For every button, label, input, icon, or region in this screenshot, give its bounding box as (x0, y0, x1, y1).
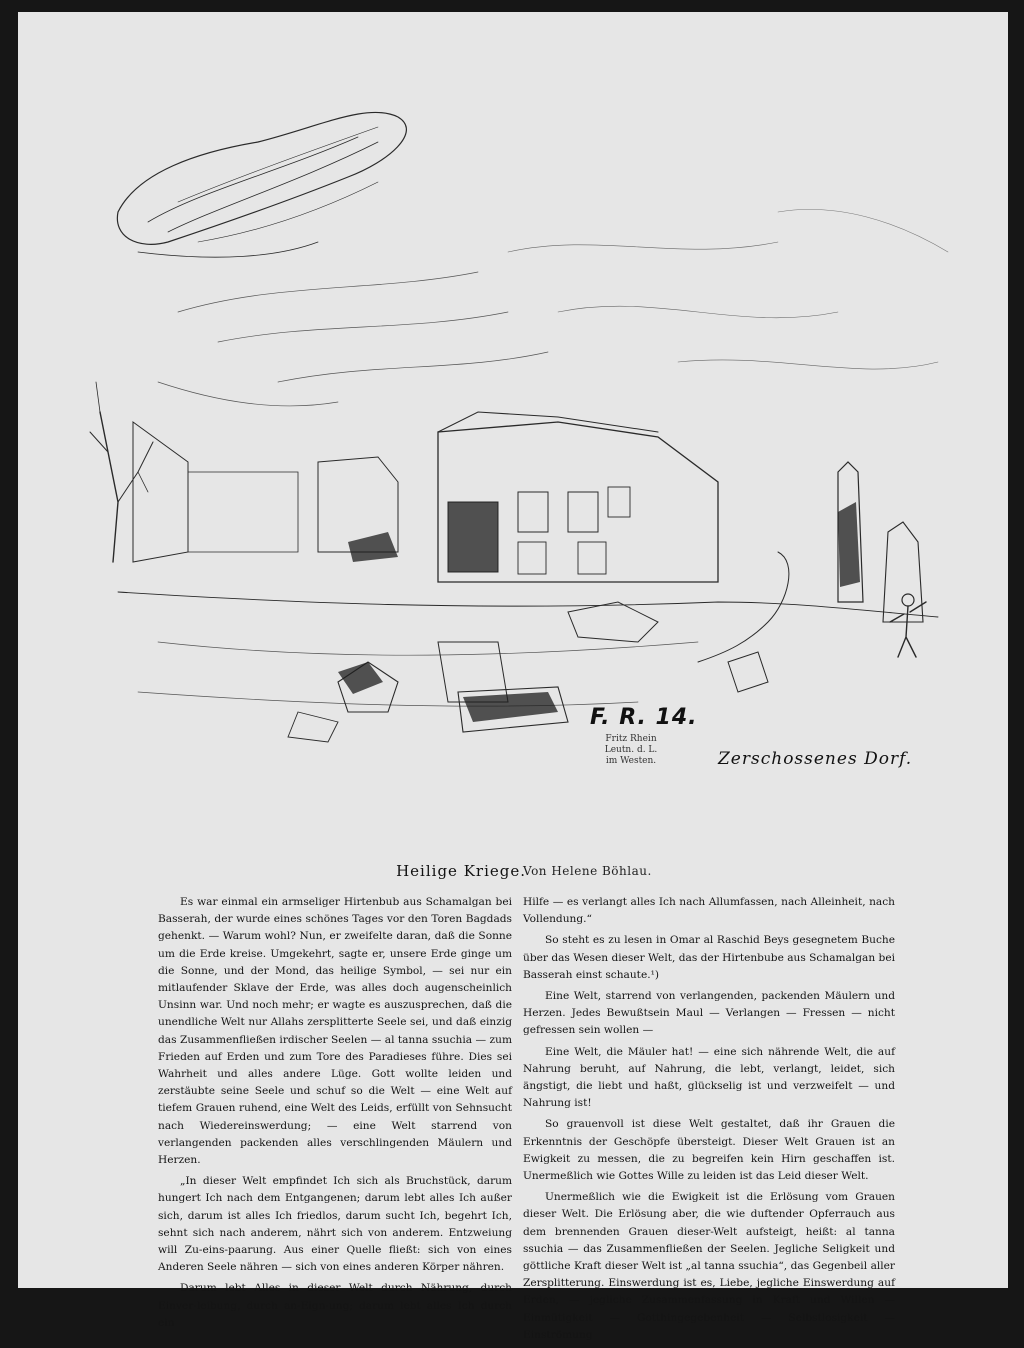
paragraph: „In dieser Welt empfindet Ich sich als Bruchstück, darum hungert Ich nach dem Entgangenen; darum lebt alles Ich außer sich, darum ist alles Ich friedlos, darum sucht Ich, begehrt Ich, sehnt sich nach anderem, nährt sich von anderem. Entzweiung will Zu-eins-paarung. Aus einer Quelle fließt: sich von eines Anderen Seele nähren — sich von eines anderen Körper nähren. (158, 1175, 512, 1274)
paragraph: So steht es zu lesen in Omar al Raschid Beys gesegnetem Buche über das Wesen dieser Welt, das der Hirtenbube aus Schamalgan bei Basserah einst schaute.¹) (523, 934, 895, 981)
article-author: Von Helene Böhlau. (523, 864, 652, 878)
paragraph: Eine Welt, starrend von verlangenden, packenden Mäulern und Herzen. Jedes Bewußtsein Maul — Verlangen — Fressen — nicht gefressen sein wollen — (523, 990, 895, 1037)
credit-line: im Westen. (605, 756, 657, 766)
paragraph: Hilfe — es verlangt alles Ich nach Allumfassen, nach Alleinheit, nach Vollendung.“ (523, 896, 895, 926)
illustration-caption: Zerschossenes Dorf. (718, 749, 913, 769)
article-heading (18, 862, 1008, 886)
paragraph: Eine Welt, die Mäuler hat! — eine sich nährende Welt, die auf Nahrung beruht, auf Nahrung, die lebt, verlangt, leidet, sich ängstigt, die liebt und haßt, glückselig ist und verzweifelt — und Nahrung ist! (523, 1045, 895, 1110)
credit-line: Fritz Rhein (605, 734, 657, 744)
artist-signature: F. R. 14. (590, 705, 698, 730)
article-title: Heilige Kriege. (396, 862, 526, 880)
paragraph: Darum lebt Alles in dieser Welt durch Nährung, durch Einver-leibung, durch an-Eign-ung; darum lebt alles Ich durch ein (158, 1282, 512, 1329)
paragraph: So grauenvoll ist diese Welt gestaltet, daß ihr Grauen die Erkenntnis der Geschöpfe übersteigt. Dieser Welt Grauen ist an Ewigkeit zu messen, die zu begreifen kein Hirn geschaffen ist. Unermeßlich wie Gottes Wille zu leiden ist das Leid dieser Welt. (523, 1118, 895, 1183)
paragraph: Unermeßlich wie die Ewigkeit ist die Erlösung vom Grauen dieser Welt. Die Erlösung aber, die wie duftender Opferrauch aus dem brennenden Grauen dieser-Welt aufsteigt, heißt: al tanna ssuchia — das Zusammenfließen der Seelen. Jegliche Seligkeit und göttliche Kraft dieser Welt ist „al tanna ssuchia“, das Gegenbeil aller Zersplitterung. Einswerdung ist es, Liebe, jegliche Einswerdung auf Erden, — jegliche Zusammenfassung in Kraft und Willen — Einmütigkeit — Gotthingegebenheit — Selbstlosigkeit — Einströmung (523, 1191, 895, 1341)
text-column-right (523, 894, 895, 1348)
paragraph: Es war einmal ein armseliger Hirtenbub aus Schamalgan bei Basserah, der wurde eines schönes Tages vor den Toren Bagdads gehenkt. — Warum wohl? Nun, er zweifelte daran, daß die Sonne um die Erde kreise. Umgekehrt, sagte er, unsere Erde ginge um die Sonne, und der Mond, das heilige Symbol, — sei nur ein mitlaufender Sklave der Erde, was alles doch augenscheinlich Unsinn war. Und noch mehr; er wagte es auszusprechen, daß die unendliche Welt nur Allahs zersplitterte Seele sei, und daß einzig das Zusammenfließen irdischer Seelen — al tanna ssuchia — zum Frieden auf Erden und zum Tore des Paradieses führe. Dies sei Wahrheit und alles andere Lüge. Gott wollte leiden und zerstäubte seine Seele und schuf so die Welt — eine Welt auf tiefem Grauen ruhend, eine Welt des Leids, erfüllt von Sehnsucht nach Wiedereinswerdung; — eine Welt starrend von verlangenden packenden alles verschlingenden Mäulern und Herzen. (158, 896, 512, 1167)
war-drawing-destroyed-village (78, 82, 958, 812)
page (18, 12, 1008, 1341)
credit-line: Leutn. d. L. (604, 745, 658, 755)
artist-credit (601, 734, 661, 767)
text-column-left (158, 894, 512, 1336)
